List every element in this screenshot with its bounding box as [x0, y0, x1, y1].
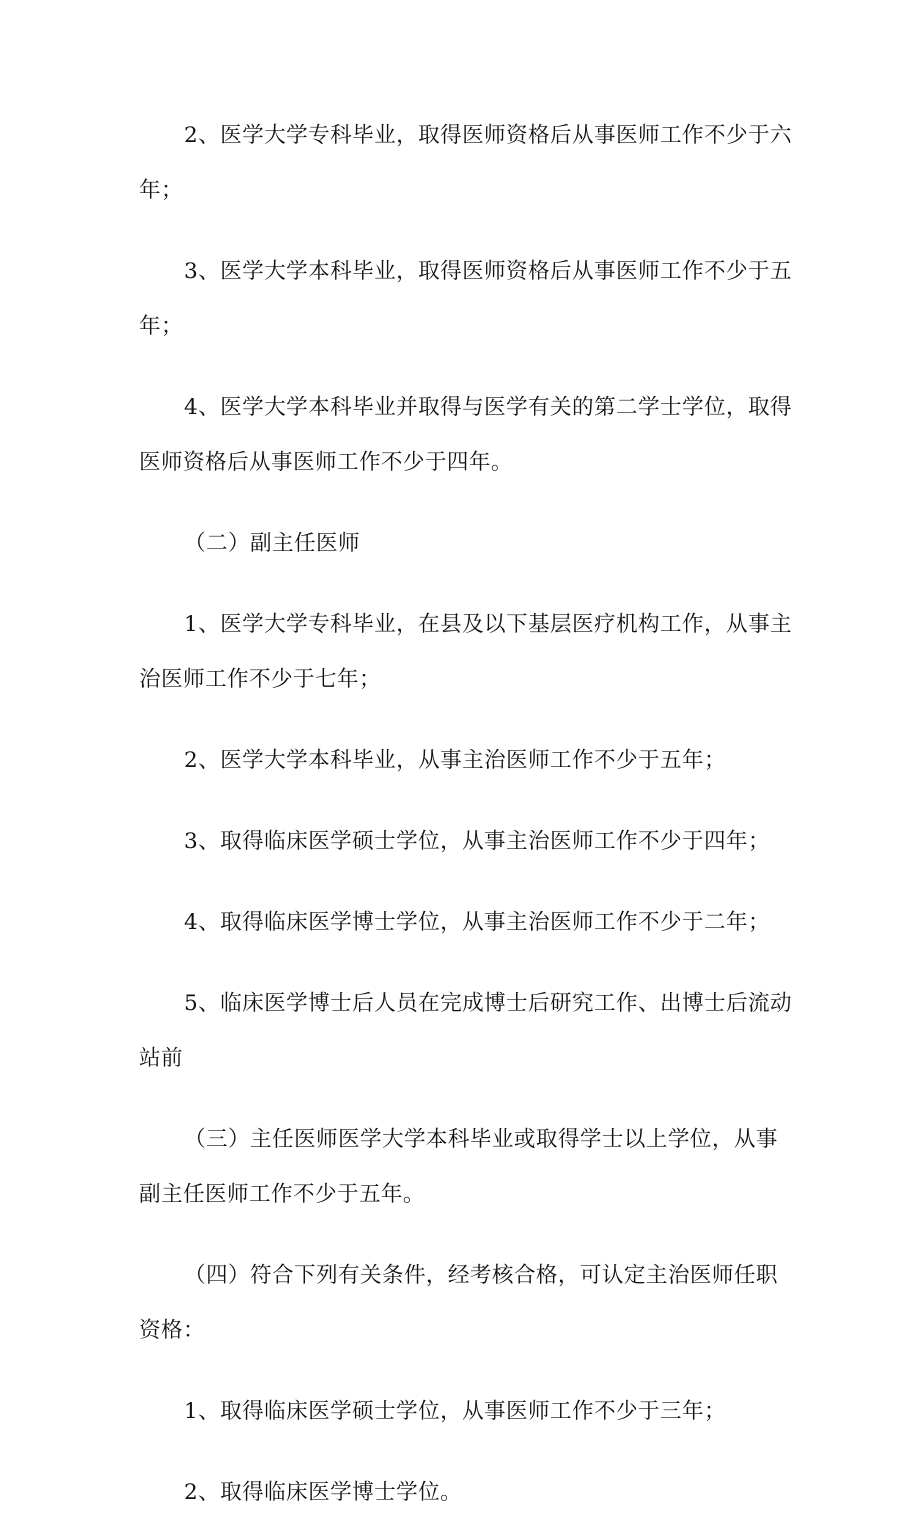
- section-chief-physician: （三）主任医师医学大学本科毕业或取得学士以上学位，从事副主任医师工作不少于五年。: [139, 1127, 778, 1207]
- section-heading-deputy-chief-physician: （二）副主任医师: [184, 531, 360, 556]
- paragraph-item-5-deputy-postdoc: 5、临床医学博士后人员在完成博士后研究工作、出博士后流动站前: [139, 991, 792, 1071]
- paragraph-item-4-attending-second-degree: 4、医学大学本科毕业并取得与医学有关的第二学士学位，取得医师资格后从事医师工作不少于四年。: [139, 395, 792, 475]
- paragraph-item-3-attending-bachelor: 3、医学大学本科毕业，取得医师资格后从事医师工作不少于五年；: [139, 259, 792, 339]
- paragraph-item-3-deputy-master: 3、取得临床医学硕士学位，从事主治医师工作不少于四年；: [184, 829, 770, 854]
- paragraph-item-2-qualification-doctor: 2、取得临床医学博士学位。: [184, 1480, 463, 1505]
- paragraph-item-2-deputy-bachelor: 2、医学大学本科毕业，从事主治医师工作不少于五年；: [184, 748, 726, 773]
- paragraph-item-2-attending-junior-college: 2、医学大学专科毕业，取得医师资格后从事医师工作不少于六年；: [139, 123, 792, 203]
- paragraph-item-1-deputy-junior-college: 1、医学大学专科毕业，在县及以下基层医疗机构工作，从事主治医师工作不少于七年；: [139, 612, 792, 692]
- paragraph-item-4-deputy-doctor: 4、取得临床医学博士学位，从事主治医师工作不少于二年；: [184, 910, 770, 935]
- section-attending-qualification: （四）符合下列有关条件，经考核合格，可认定主治医师任职资格：: [139, 1263, 778, 1343]
- paragraph-item-1-qualification-master: 1、取得临床医学硕士学位，从事医师工作不少于三年；: [184, 1399, 726, 1424]
